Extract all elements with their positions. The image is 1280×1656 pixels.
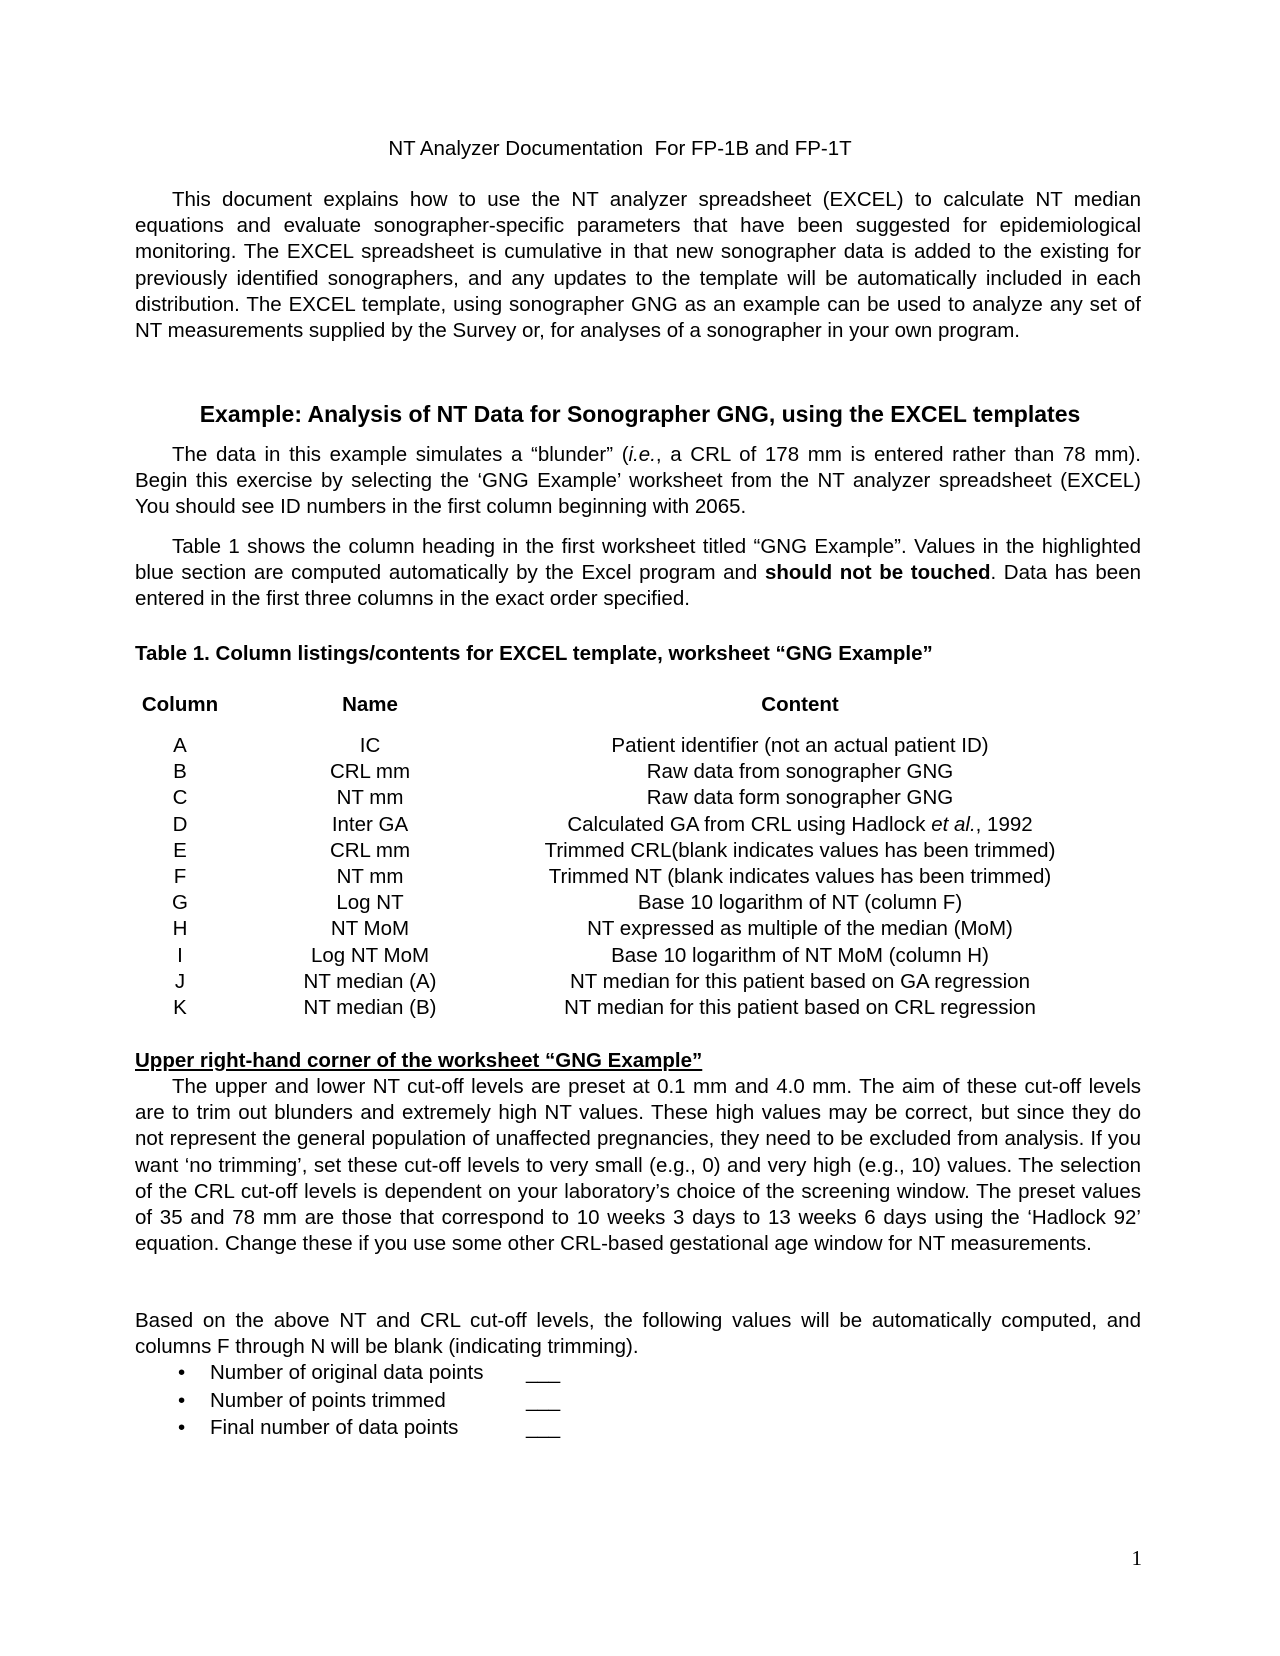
table-cell-content: Raw data from sonographer GNG	[646, 760, 954, 784]
example-paragraph-1-text-b: , a CRL of 178 mm is entered rather than 78 mm). Begin this exercise by selecting the ‘GNG Example’ worksheet from the NT analyzer spreadsheet (EXCEL) You should see ID numbers in the first column beginning with 2065.	[135, 443, 1142, 519]
upper-corner-heading: Upper right-hand corner of the worksheet “GNG Example”	[135, 1049, 703, 1072]
example-paragraph-2-text-a: Table 1 shows the column heading in the first worksheet titled “GNG Example”. Values in the highlighted blue section are computed automatically by the Excel program and	[135, 535, 1141, 585]
table-cell-name: CRL mm	[329, 760, 411, 784]
table-row	[0, 812, 1280, 838]
table-1-caption: Table 1. Column listings/contents for EXCEL template, worksheet “GNG Example”	[135, 642, 933, 665]
table-cell-content: Base 10 logarithm of NT MoM (column H)	[611, 943, 989, 967]
list-item	[0, 1360, 1280, 1388]
table-cell-column: D	[172, 812, 188, 836]
table-header-name: Name	[342, 693, 398, 716]
table-row	[0, 943, 1280, 969]
table-cell-name: NT mm	[336, 864, 404, 888]
bullet-icon: •	[178, 1361, 186, 1384]
table-cell-content	[480, 812, 1120, 838]
table-cell-column: A	[173, 734, 187, 757]
table-cell-name: NT MoM	[330, 917, 410, 941]
table-cell-content: Base 10 logarithm of NT (column F)	[637, 891, 963, 915]
table-cell-name: Log NT MoM	[310, 943, 430, 967]
cutoff-summary-paragraph: Based on the above NT and CRL cut-off levels, the following values will be automatically computed, and columns F through N will be blank (indicating trimming).	[135, 1309, 1141, 1359]
table-cell-name: IC	[359, 734, 381, 757]
table-cell-content: Trimmed CRL(blank indicates values has been trimmed)	[544, 838, 1056, 862]
table-cell-name: CRL mm	[329, 838, 411, 862]
upper-corner-paragraph: The upper and lower NT cut-off levels are preset at 0.1 mm and 4.0 mm. The aim of these cut-off levels are to trim out blunders and extremely high NT values. These high values may be correct, but since they do not represent the general population of unaffected pregnancies, they need to be excluded from analysis. If you want ‘no trimming’, set these cut-off levels to very small (e.g., 0) and very high (e.g., 10) values. The selection of the CRL cut-off levels is dependent on your laboratory’s choice of the screening window. The preset values of 35 and 78 mm are those that correspond to 10 weeks 3 days to 13 weeks 6 days using the ‘Hadlock 92’ equation. Change these if you use some other CRL-based gestational age window for NT measurements.	[135, 1075, 1141, 1256]
intro-paragraph: This document explains how to use the NT analyzer spreadsheet (EXCEL) to calculate NT median equations and evaluate sonographer-specific parameters that have been suggested for epidemiological monitoring. The EXCEL spreadsheet is cumulative in that new sonographer data is added to the existing for previously identified sonographers, and any updates to the template will be automatically included in each distribution. The EXCEL template, using sonographer GNG as an example can be used to analyze any set of NT measurements supplied by the Survey or, for analyses of a sonographer in your own program.	[135, 188, 1141, 343]
table-cell-column: K	[173, 995, 187, 1019]
example-paragraph-1	[135, 442, 1141, 521]
table-cell-content: Trimmed NT (blank indicates values has been trimmed)	[548, 864, 1052, 888]
table-cell-column: G	[172, 891, 188, 915]
table-cell-column: I	[177, 943, 183, 967]
table-row	[0, 890, 1280, 916]
list-item-label: Number of points trimmed	[210, 1388, 446, 1412]
list-item-label: Final number of data points	[210, 1416, 459, 1439]
trimming-bullet-list	[0, 1360, 1280, 1443]
table-cell-content-text-b: , 1992	[975, 812, 1033, 836]
table-row	[0, 733, 1280, 759]
page-number: 1	[1131, 1546, 1142, 1570]
example-paragraph-1-text-a: The data in this example simulates a “blunder” (	[172, 443, 629, 466]
list-item-blank: ___	[526, 1361, 561, 1384]
table-cell-column: F	[173, 864, 187, 888]
table-cell-name: NT mm	[336, 786, 404, 810]
table-row	[0, 969, 1280, 995]
example-paragraph-2-bold: should not be touched	[764, 561, 991, 585]
list-item-blank: ___	[526, 1416, 561, 1439]
table-cell-column: J	[174, 969, 186, 993]
table-cell-name: NT median (B)	[303, 995, 437, 1019]
document-title: NT Analyzer Documentation For FP-1B and FP-1T	[388, 137, 852, 160]
table-cell-content-text-a: Calculated GA from CRL using Hadlock	[567, 812, 932, 836]
list-item-label: Number of original data points	[210, 1361, 484, 1384]
table-header-column: Column	[141, 693, 219, 716]
table-cell-column: C	[172, 786, 188, 810]
table-cell-content-et-al: et al.	[931, 812, 976, 836]
table-row	[0, 759, 1280, 785]
column-listing-table	[0, 733, 1280, 1021]
table-cell-name: NT median (A)	[303, 969, 437, 993]
example-heading: Example: Analysis of NT Data for Sonographer GNG, using the EXCEL templates	[199, 401, 1081, 427]
table-row	[0, 864, 1280, 890]
table-cell-content: NT expressed as multiple of the median (MoM)	[587, 917, 1013, 941]
list-item	[0, 1388, 1280, 1416]
table-row	[0, 838, 1280, 864]
table-row	[0, 995, 1280, 1021]
example-paragraph-1-ie: i.e.	[628, 443, 656, 466]
example-paragraph-2-text-b: . Data has been entered in the first three columns in the exact order specified.	[135, 561, 1141, 611]
list-item	[0, 1415, 1280, 1443]
bullet-icon: •	[178, 1416, 186, 1439]
table-row	[0, 785, 1280, 811]
bullet-icon: •	[178, 1388, 186, 1412]
table-cell-column: B	[173, 760, 187, 784]
table-cell-content: Raw data form sonographer GNG	[646, 786, 954, 810]
example-paragraph-2	[135, 534, 1141, 613]
table-header-content: Content	[761, 693, 839, 716]
table-cell-content: NT median for this patient based on CRL regression	[564, 995, 1036, 1019]
table-cell-column: H	[172, 917, 188, 941]
table-cell-content: NT median for this patient based on GA regression	[570, 969, 1030, 993]
list-item-blank: ___	[526, 1388, 561, 1412]
table-cell-content: Patient identifier (not an actual patient ID)	[611, 734, 989, 757]
table-cell-name: Log NT	[336, 891, 404, 915]
table-row	[0, 916, 1280, 942]
table-cell-column: E	[173, 838, 187, 862]
table-cell-name: Inter GA	[331, 812, 409, 836]
